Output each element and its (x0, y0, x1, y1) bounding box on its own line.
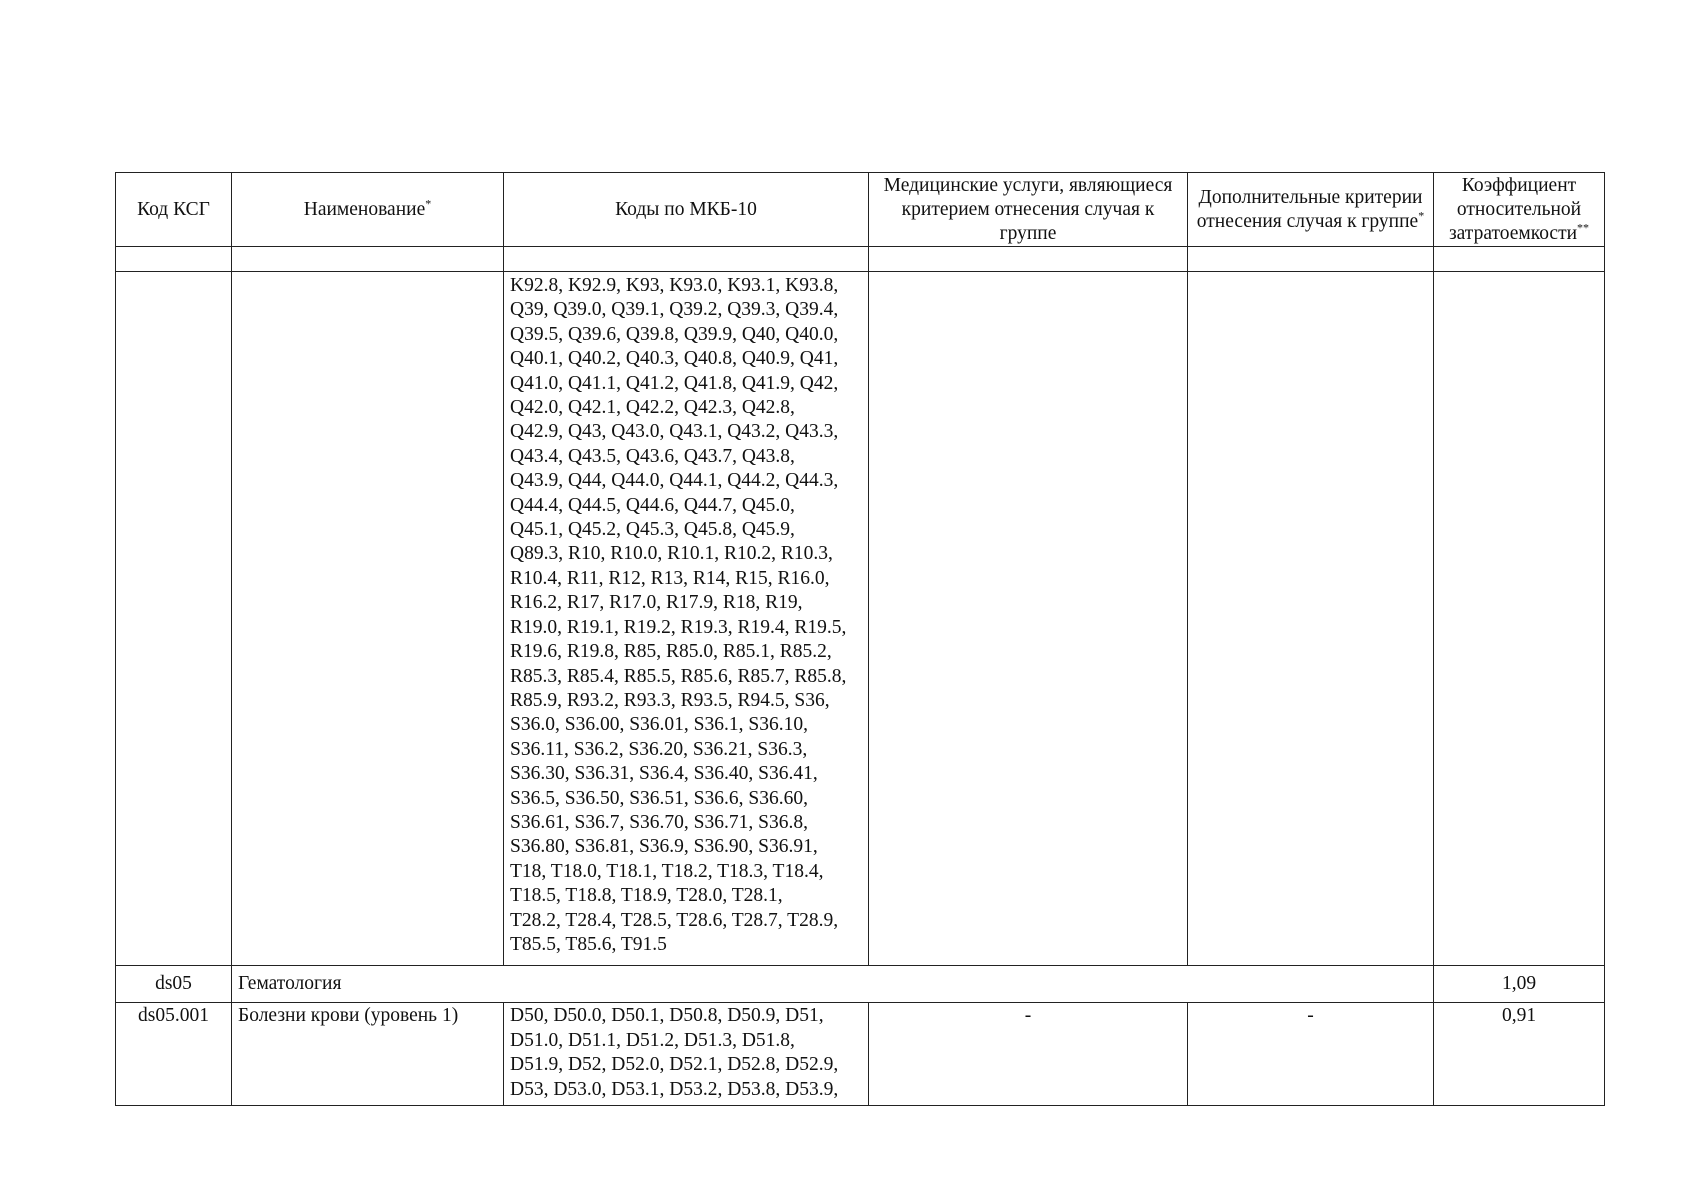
table-row-group-hematology (116, 966, 1605, 1003)
icd-code-line: S36.30, S36.31, S36.4, S36.40, S36.41, (510, 763, 818, 785)
header-code: Код КСГ (116, 173, 232, 247)
item-icd-codes (504, 1003, 869, 1106)
icd-code-line: S36.0, S36.00, S36.01, S36.1, S36.10, (510, 714, 808, 736)
group-coefficient: 1,09 (1434, 966, 1605, 1003)
spacer-row (116, 247, 1605, 272)
header-coefficient: Коэффициент относительной затратоемкости** (1434, 173, 1605, 247)
table-row-continued (116, 272, 1605, 966)
icd-code-line: K92.8, K92.9, K93, K93.0, K93.1, K93.8, (510, 275, 839, 296)
header-name: Наименование* (232, 173, 504, 247)
item-coefficient: 0,91 (1434, 1003, 1605, 1106)
header-extra-criteria: Дополнительные критерии отнесения случая к группе* (1188, 173, 1434, 247)
icd-code-line: T18.5, T18.8, T18.9, T28.0, T28.1, (510, 885, 783, 907)
icd-code-line: R85.3, R85.4, R85.5, R85.6, R85.7, R85.8, (510, 665, 847, 687)
icd-code-line: R19.0, R19.1, R19.2, R19.3, R19.4, R19.5, (510, 616, 847, 638)
icd-code-line: R85.9, R93.2, R93.3, R93.5, R94.5, S36, (510, 689, 830, 711)
icd-code-line: R19.6, R19.8, R85, R85.0, R85.1, R85.2, (510, 641, 832, 663)
group-name: Гематология (232, 966, 1434, 1003)
icd-code-line: D51.9, D52, D52.0, D52.1, D52.8, D52.9, (510, 1054, 839, 1076)
header-services: Медицинские услуги, являющиеся критерием отнесения случая к группе (869, 173, 1188, 247)
icd-code-line: Q39, Q39.0, Q39.1, Q39.2, Q39.3, Q39.4, (510, 299, 839, 321)
icd-code-line: Q41.0, Q41.1, Q41.2, Q41.8, Q41.9, Q42, (510, 372, 839, 394)
icd-code-line: S36.80, S36.81, S36.9, S36.90, S36.91, (510, 836, 818, 858)
continued-name-cell (232, 272, 504, 966)
table-row-ds05-001 (116, 1003, 1605, 1106)
icd-code-line: Q89.3, R10, R10.0, R10.1, R10.2, R10.3, (510, 543, 833, 565)
icd-code-line: Q39.5, Q39.6, Q39.8, Q39.9, Q40, Q40.0, (510, 323, 839, 345)
icd-code-line: Q43.4, Q43.5, Q43.6, Q43.7, Q43.8, (510, 445, 795, 467)
continued-code-cell (116, 272, 232, 966)
item-services: - (869, 1003, 1188, 1106)
icd-code-line: D50, D50.0, D50.1, D50.8, D50.9, D51, (510, 1005, 824, 1027)
icd-code-line: Q44.4, Q44.5, Q44.6, Q44.7, Q45.0, (510, 494, 795, 516)
icd-code-line: S36.61, S36.7, S36.70, S36.71, S36.8, (510, 811, 808, 833)
item-code: ds05.001 (116, 1003, 232, 1106)
icd-code-line: D51.0, D51.1, D51.2, D51.3, D51.8, (510, 1029, 795, 1051)
icd-code-line: R16.2, R17, R17.0, R17.9, R18, R19, (510, 592, 803, 614)
icd-code-line: Q40.1, Q40.2, Q40.3, Q40.8, Q40.9, Q41, (510, 348, 839, 370)
header-extra-footnote-mark: * (1418, 208, 1425, 222)
icd-code-line: T85.5, T85.6, T91.5 (510, 933, 667, 955)
icd-code-line: R10.4, R11, R12, R13, R14, R15, R16.0, (510, 567, 830, 589)
header-coef-footnote-mark: ** (1577, 220, 1590, 234)
icd-code-line: T28.2, T28.4, T28.5, T28.6, T28.7, T28.9, (510, 909, 839, 931)
ksg-table (115, 172, 1605, 1106)
icd-code-line: Q42.9, Q43, Q43.0, Q43.1, Q43.2, Q43.3, (510, 421, 839, 443)
group-code: ds05 (116, 966, 232, 1003)
icd-code-line: Q45.1, Q45.2, Q45.3, Q45.8, Q45.9, (510, 519, 795, 541)
icd-code-line: Q43.9, Q44, Q44.0, Q44.1, Q44.2, Q44.3, (510, 470, 839, 492)
header-row (116, 173, 1605, 247)
continued-extra-cell (1188, 272, 1434, 966)
item-name: Болезни крови (уровень 1) (232, 1003, 504, 1106)
icd-code-line: D53, D53.0, D53.1, D53.2, D53.8, D53.9, (510, 1078, 839, 1100)
header-name-footnote-mark: * (425, 196, 432, 210)
icd-code-line: S36.5, S36.50, S36.51, S36.6, S36.60, (510, 787, 808, 809)
item-extra-criteria: - (1188, 1003, 1434, 1106)
continued-coef-cell (1434, 272, 1605, 966)
continued-icd-codes (504, 272, 869, 966)
header-icd: Коды по МКБ-10 (504, 173, 869, 247)
icd-code-line: S36.11, S36.2, S36.20, S36.21, S36.3, (510, 738, 808, 760)
icd-code-line: Q42.0, Q42.1, Q42.2, Q42.3, Q42.8, (510, 397, 795, 419)
icd-code-line: T18, T18.0, T18.1, T18.2, T18.3, T18.4, (510, 860, 824, 882)
continued-services-cell (869, 272, 1188, 966)
